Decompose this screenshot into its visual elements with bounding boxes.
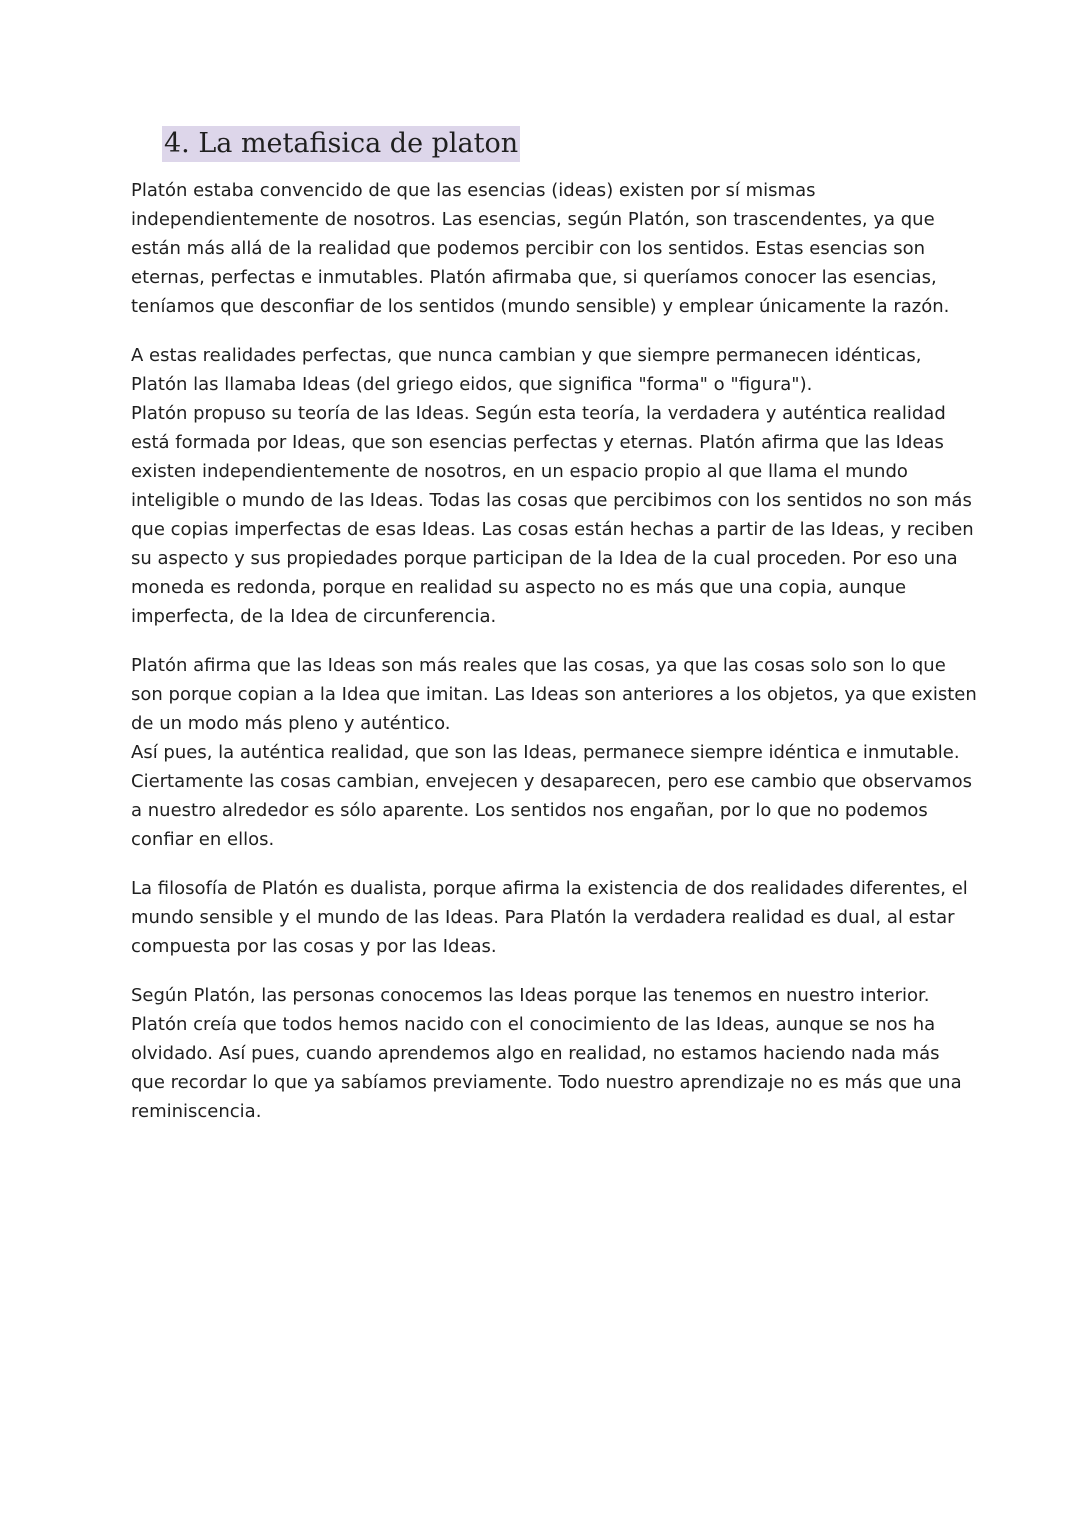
paragraph-2 <box>131 341 974 631</box>
text-line: A estas realidades perfectas, que nunca cambian y que siempre permanecen idénticas, <box>131 345 922 366</box>
text-line: olvidado. Así pues, cuando aprendemos algo en realidad, no estamos haciendo nada más <box>131 1043 940 1064</box>
text-line: La filosofía de Platón es dualista, porque afirma la existencia de dos realidades diferentes, el <box>131 878 968 899</box>
text-line: compuesta por las cosas y por las Ideas. <box>131 936 497 957</box>
text-line: existen independientemente de nosotros, en un espacio propio al que llama el mundo <box>131 461 908 482</box>
text-line: Platón afirma que las Ideas son más reales que las cosas, ya que las cosas solo son lo que <box>131 655 946 676</box>
text-line: teníamos que desconfiar de los sentidos (mundo sensible) y emplear únicamente la razón. <box>131 296 950 317</box>
text-line: Ciertamente las cosas cambian, envejecen y desaparecen, pero ese cambio que observamos <box>131 771 972 792</box>
text-line: mundo sensible y el mundo de las Ideas. Para Platón la verdadera realidad es dual, al estar <box>131 907 955 928</box>
text-line: independientemente de nosotros. Las esencias, según Platón, son trascendentes, ya que <box>131 209 935 230</box>
text-line: Platón creía que todos hemos nacido con el conocimiento de las Ideas, aunque se nos ha <box>131 1014 936 1035</box>
text-line: eternas, perfectas e inmutables. Platón afirmaba que, si queríamos conocer las esencias, <box>131 267 937 288</box>
text-line: imperfecta, de la Idea de circunferencia. <box>131 606 497 627</box>
text-line: moneda es redonda, porque en realidad su aspecto no es más que una copia, aunque <box>131 577 907 598</box>
section-heading: 4. La metafisica de platon <box>162 126 520 162</box>
paragraph-1 <box>131 176 961 321</box>
text-line: confiar en ellos. <box>131 829 275 850</box>
text-line: Así pues, la auténtica realidad, que son las Ideas, permanece siempre idéntica e inmutable. <box>131 742 960 763</box>
text-line: Platón estaba convencido de que las esencias (ideas) existen por sí mismas <box>131 180 816 201</box>
text-line: son porque copian a la Idea que imitan. Las Ideas son anteriores a los objetos, ya que existen <box>131 684 977 705</box>
text-line: está formada por Ideas, que son esencias perfectas y eternas. Platón afirma que las Ideas <box>131 432 944 453</box>
paragraph-3 <box>131 651 977 854</box>
text-line: reminiscencia. <box>131 1101 262 1122</box>
paragraph-4 <box>131 874 968 961</box>
document-body <box>131 176 977 1146</box>
text-line: de un modo más pleno y auténtico. <box>131 713 451 734</box>
text-line: están más allá de la realidad que podemos percibir con los sentidos. Estas esencias son <box>131 238 926 259</box>
text-line: su aspecto y sus propiedades porque participan de la Idea de la cual proceden. Por eso una <box>131 548 958 569</box>
text-line: Según Platón, las personas conocemos las Ideas porque las tenemos en nuestro interior. <box>131 985 930 1006</box>
text-line: Platón propuso su teoría de las Ideas. Según esta teoría, la verdadera y auténtica realidad <box>131 403 946 424</box>
text-line: inteligible o mundo de las Ideas. Todas las cosas que percibimos con los sentidos no son más <box>131 490 972 511</box>
text-line: a nuestro alrededor es sólo aparente. Los sentidos nos engañan, por lo que no podemos <box>131 800 928 821</box>
heading-container <box>162 126 520 162</box>
paragraph-5 <box>131 981 961 1126</box>
text-line: que copias imperfectas de esas Ideas. Las cosas están hechas a partir de las Ideas, y reciben <box>131 519 974 540</box>
text-line: que recordar lo que ya sabíamos previamente. Todo nuestro aprendizaje no es más que una <box>131 1072 962 1093</box>
text-line: Platón las llamaba Ideas (del griego eidos, que significa "forma" o "figura"). <box>131 374 813 395</box>
